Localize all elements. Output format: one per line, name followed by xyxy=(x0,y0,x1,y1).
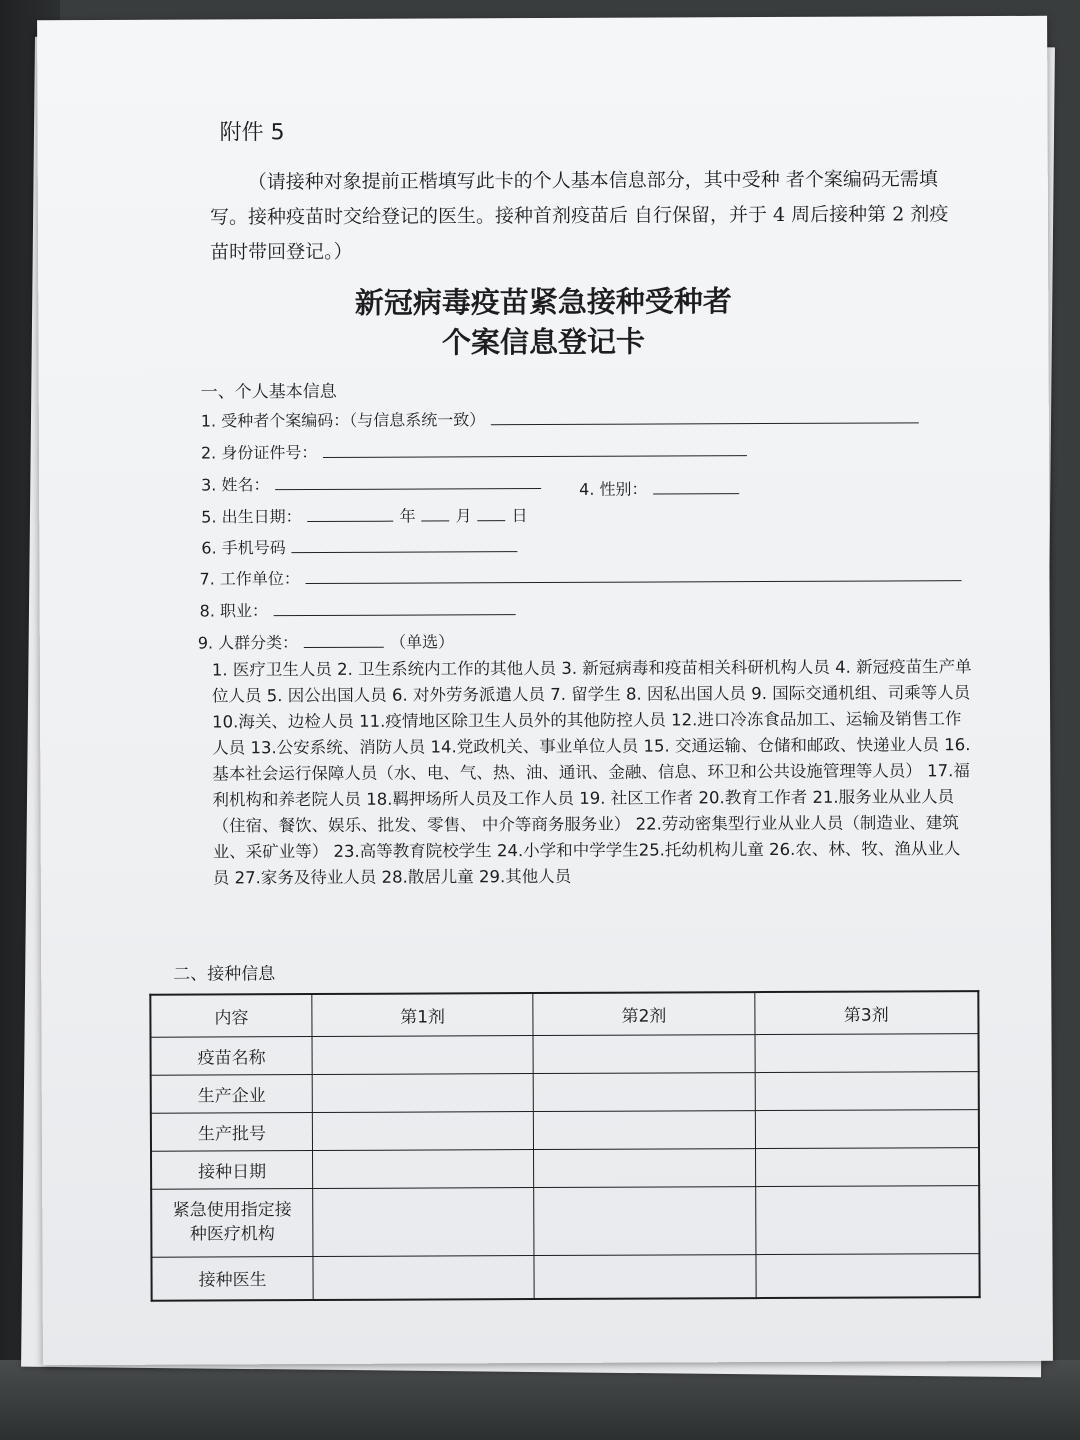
cell-dose3-manufacturer[interactable] xyxy=(755,1071,979,1110)
day-label: 日 xyxy=(511,506,528,526)
case-code-blank[interactable] xyxy=(491,404,919,425)
table-row xyxy=(151,1033,979,1075)
single-choice-note: （单选） xyxy=(390,632,455,652)
cell-dose3-vaccine-name[interactable] xyxy=(755,1033,979,1072)
row-label-doctor: 接种医生 xyxy=(151,1256,313,1301)
header-dose-1: 第1剂 xyxy=(312,993,534,1036)
form-title-line2: 个案信息登记卡 xyxy=(441,324,646,360)
field-name xyxy=(201,470,547,496)
population-category-list: 1. 医疗卫生人员 2. 卫生系统内工作的其他人员 3. 新冠病毒和疫苗相关科研机构人员 4. 新冠疫苗生产单位人员 5. 因公出国人员 6. 对外劳务派遣人员 7. 留学生 8. 因私出国人员 9. 国际交通机组、司乘等人员 10.海关、边检人员 11.疫情地区除卫生人员外的其他防控人员 12.进口冷冻食品加工、运输及销售工作人员 13.公安系统、消防人员 14.党政机关、事业单位人员 15. 交通运输、仓储和邮政、快递业人员 16.基本社会运行保障人员（水、电、气、热、油、通讯、金融、信息、环卫和公共设施管理等人员） 17.福利机构和养老院人员 18.羁押场所人员及工作人员 19. 社区工作者 20.教育工作者 21.服务业从业人员（住宿、餐饮、娱乐、批发、零售、 中介等商务服务业） 22.劳动密集型行业从业人员（制造业、建筑业、采矿业等） 23.高等教育院校学生 24.小学和中学学生25.托幼机构儿童 26.农、林、牧、渔从业人员 27.家务及待业人员 28.散居儿童 29.其他人员 xyxy=(211,657,972,888)
cell-dose2-batch-number[interactable] xyxy=(534,1110,756,1149)
field-case-code-label: 1. 受种者个案编码：（与信息系统一致） xyxy=(200,410,486,431)
row-label-batch-number: 生产批号 xyxy=(151,1112,313,1151)
row-label-designated-institution: 紧急使用指定接种医疗机构 xyxy=(151,1188,313,1257)
field-id-number xyxy=(201,437,753,463)
registration-form-sheet xyxy=(37,16,1053,1365)
cell-dose1-vaccination-date[interactable] xyxy=(313,1149,535,1188)
phone-blank[interactable] xyxy=(292,533,518,553)
cell-dose2-doctor[interactable] xyxy=(534,1254,756,1299)
section-vaccination-info: 二、接种信息 xyxy=(173,964,276,985)
field-phone xyxy=(201,533,523,558)
table-row xyxy=(151,1071,979,1113)
field-id-number-label: 2. 身份证件号： xyxy=(200,442,318,463)
cell-dose2-designated-institution[interactable] xyxy=(534,1186,756,1255)
birth-year-blank[interactable] xyxy=(308,503,394,522)
header-dose-3: 第3剂 xyxy=(755,991,979,1034)
row-label-vaccine-name: 疫苗名称 xyxy=(151,1036,313,1075)
cell-dose1-doctor[interactable] xyxy=(313,1255,535,1300)
field-gender xyxy=(579,475,745,500)
form-title-line1: 新冠病毒疫苗紧急接种受种者 xyxy=(354,284,732,320)
table-row xyxy=(151,1109,979,1151)
cell-dose1-vaccine-name[interactable] xyxy=(312,1035,534,1074)
table-row xyxy=(151,1185,979,1257)
gender-blank[interactable] xyxy=(653,475,739,494)
field-employer-label: 7. 工作单位： xyxy=(199,569,300,589)
cell-dose2-vaccine-name[interactable] xyxy=(533,1034,755,1073)
table-header-row xyxy=(150,991,978,1037)
field-occupation-label: 8. 职业： xyxy=(199,601,269,621)
employer-blank[interactable] xyxy=(306,562,962,584)
cell-dose3-designated-institution[interactable] xyxy=(755,1185,979,1254)
cell-dose1-manufacturer[interactable] xyxy=(312,1073,534,1112)
field-employer xyxy=(199,562,967,589)
instruction-note: （请接种对象提前正楷填写此卡的个人基本信息部分，其中受种 者个案编码无需填写。接种疫苗时交给登记的医生。接种首剂疫苗后 自行保留，并于 4 周后接种第 2 剂疫苗时带回登记。） xyxy=(209,168,949,264)
year-label: 年 xyxy=(399,506,416,526)
field-population-category-label: 9. 人群分类： xyxy=(197,633,299,653)
birth-month-blank[interactable] xyxy=(422,502,450,521)
birth-day-blank[interactable] xyxy=(478,502,506,521)
occupation-blank[interactable] xyxy=(274,596,516,616)
row-label-manufacturer: 生产企业 xyxy=(151,1074,313,1113)
field-birthdate xyxy=(201,502,528,527)
table-row xyxy=(151,1253,979,1301)
field-population-category xyxy=(198,628,454,653)
field-phone-label: 6. 手机号码 xyxy=(201,538,286,558)
cell-dose3-vaccination-date[interactable] xyxy=(755,1147,979,1186)
attachment-label: 附件 5 xyxy=(219,120,285,146)
cell-dose3-doctor[interactable] xyxy=(756,1253,980,1298)
field-name-label: 3. 姓名： xyxy=(201,475,270,495)
row-label-vaccination-date: 接种日期 xyxy=(151,1150,313,1189)
cell-dose2-manufacturer[interactable] xyxy=(534,1072,756,1111)
cell-dose1-batch-number[interactable] xyxy=(312,1111,534,1150)
cell-dose1-designated-institution[interactable] xyxy=(313,1187,535,1256)
cell-dose2-vaccination-date[interactable] xyxy=(534,1148,756,1187)
field-case-code xyxy=(201,404,925,431)
month-label: 月 xyxy=(455,506,472,526)
name-blank[interactable] xyxy=(275,470,541,490)
field-occupation xyxy=(200,596,522,621)
field-birthdate-label: 5. 出生日期： xyxy=(201,507,302,527)
id-number-blank[interactable] xyxy=(323,437,747,458)
field-gender-label: 4. 性别： xyxy=(579,479,648,499)
population-category-blank[interactable] xyxy=(304,629,384,648)
table-row xyxy=(151,1147,979,1189)
section-personal-info: 一、个人基本信息 xyxy=(200,381,337,403)
header-content: 内容 xyxy=(150,994,312,1037)
header-dose-2: 第2剂 xyxy=(533,992,755,1035)
vaccination-table xyxy=(149,990,980,1302)
cell-dose3-batch-number[interactable] xyxy=(755,1109,979,1148)
